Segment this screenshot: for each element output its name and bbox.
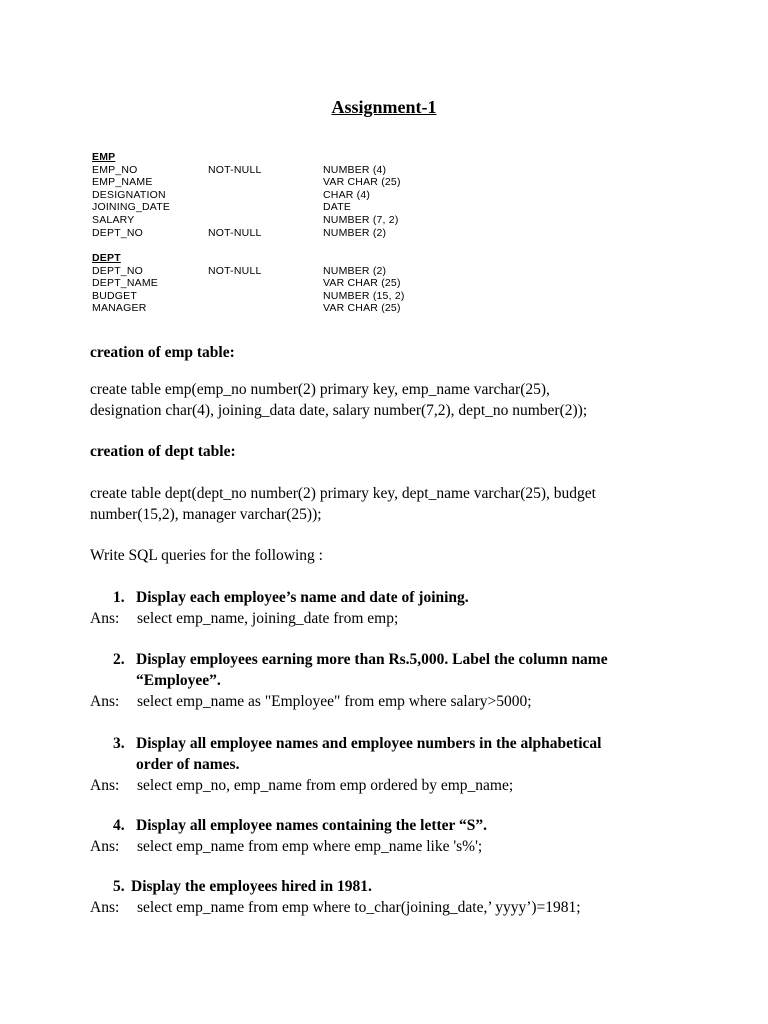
column-type: NUMBER (4) [323,163,387,176]
question-number: 1. [113,589,125,606]
column-constraint: NOT-NULL [208,264,262,277]
question-text-continued: order of names. [136,756,240,773]
column-type: DATE [323,201,352,214]
question-text: Display employees earning more than Rs.5,000. Label the column name [136,651,608,668]
column-name: EMP_NO [92,163,138,176]
column-name: JOINING_DATE [92,201,171,214]
question-text-continued: “Employee”. [136,672,221,689]
answer-query: select emp_name from emp where to_char(joining_date,’ yyyy’)=1981; [137,899,581,916]
question-text: Display all employee names containing the letter “S”. [136,817,488,834]
column-type: VAR CHAR (25) [323,176,401,189]
answer-label: Ans: [90,899,120,916]
answer-label: Ans: [90,777,120,794]
answer-line [90,691,532,712]
column-constraint: NOT-NULL [208,163,262,176]
emp-create-statement-line1: create table emp(emp_no number(2) primary key, emp_name varchar(25), [90,381,550,398]
column-type: NUMBER (2) [323,226,387,239]
column-name: DESIGNATION [92,188,166,201]
question-item [113,649,713,691]
column-type: CHAR (4) [323,188,371,201]
answer-query: select emp_name, joining_date from emp; [137,610,399,627]
answer-query: select emp_name from emp where emp_name like 's%'; [137,838,483,855]
question-number: 3. [113,735,125,752]
dept-create-statement-line2: number(15,2), manager varchar(25)); [90,506,322,523]
question-text: Display the employees hired in 1981. [131,878,372,895]
answer-label: Ans: [90,610,120,627]
column-name: DEPT_NAME [92,277,158,290]
answer-query: select emp_no, emp_name from emp ordered by emp_name; [137,777,514,794]
column-type: VAR CHAR (25) [323,277,401,290]
answer-line [90,775,513,796]
question-item [113,815,713,836]
column-name: DEPT_NO [92,226,143,239]
dept-create-statement-line1: create table dept(dept_no number(2) primary key, dept_name varchar(25), budget [90,485,596,502]
dept-schema-name: DEPT [92,252,121,264]
question-number: 5. [113,878,125,895]
question-number: 2. [113,651,125,668]
column-name: BUDGET [92,289,137,302]
question-number: 4. [113,817,125,834]
question-text: Display all employee names and employee numbers in the alphabetical [136,735,602,752]
column-type: NUMBER (2) [323,264,387,277]
question-item [113,587,713,608]
emp-create-statement-line2: designation char(4), joining_data date, salary number(7,2), dept_no number(2)); [90,402,588,419]
emp-creation-heading: creation of emp table: [90,344,235,361]
column-name: SALARY [92,213,135,226]
document-title: Assignment-1 [331,97,437,117]
column-name: EMP_NAME [92,176,153,189]
answer-label: Ans: [90,838,120,855]
column-name: MANAGER [92,302,147,315]
column-type: NUMBER (7, 2) [323,213,399,226]
column-name: DEPT_NO [92,264,143,277]
column-type: NUMBER (15, 2) [323,289,405,302]
answer-query: select emp_name as "Employee" from emp where salary>5000; [137,693,532,710]
question-text: Display each employee’s name and date of joining. [136,589,469,606]
answer-line [90,897,581,918]
column-type: VAR CHAR (25) [323,302,401,315]
answer-line [90,836,482,857]
answer-label: Ans: [90,693,120,710]
question-item [113,876,713,897]
queries-intro: Write SQL queries for the following : [90,547,323,564]
emp-schema-name: EMP [92,151,116,163]
dept-creation-heading: creation of dept table: [90,443,236,460]
answer-line [90,608,398,629]
question-item [113,733,713,775]
column-constraint: NOT-NULL [208,226,262,239]
